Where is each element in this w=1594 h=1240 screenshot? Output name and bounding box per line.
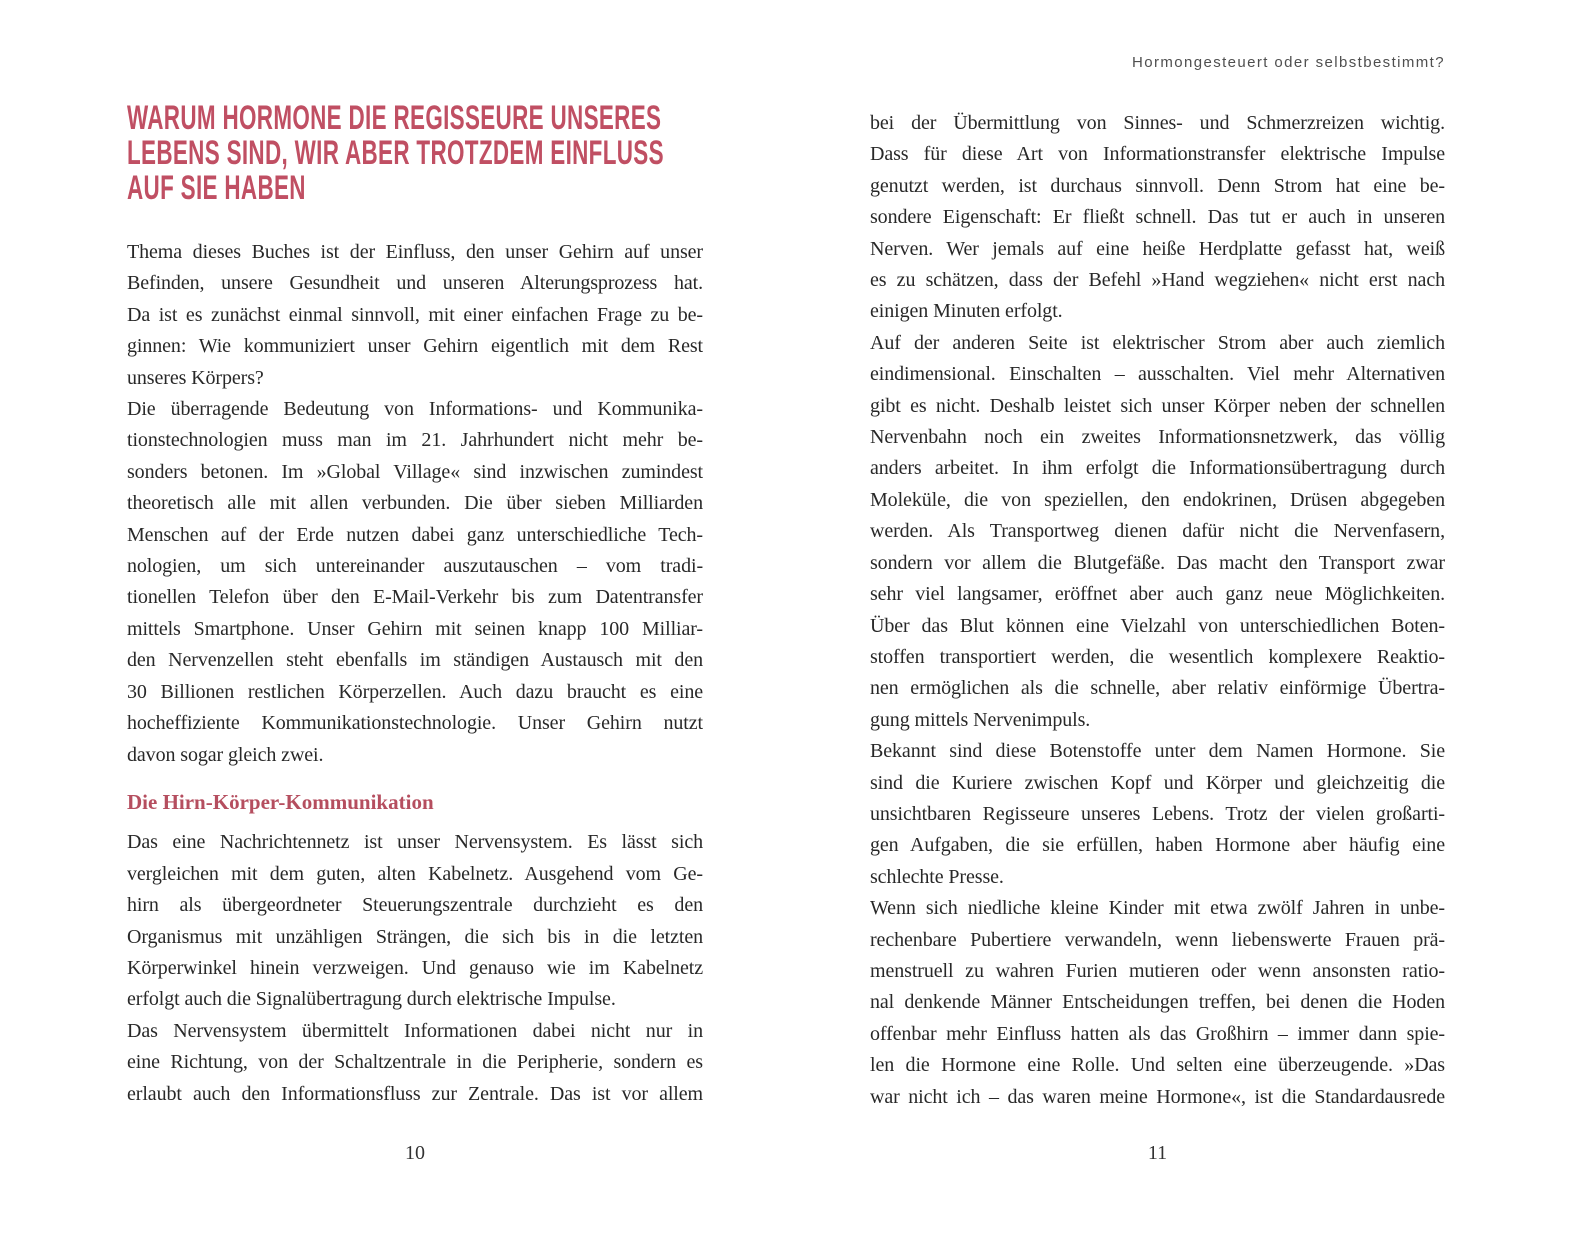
page-number-left: 10 <box>405 1142 425 1164</box>
text-line: gen Aufgaben, die sie erfüllen, haben Hormone aber häufig eine <box>870 834 1445 857</box>
text-line: Befinden, unsere Gesundheit und unseren Alterungsprozess hat. <box>127 272 703 295</box>
text-line: Nervenbahn noch ein zweites Informationsnetzwerk, das völlig <box>870 426 1445 449</box>
text-line: erlaubt auch den Informationsfluss zur Zentrale. Das ist vor allem <box>127 1082 703 1105</box>
text-line: tionellen Telefon über den E-Mail-Verkehr bis zum Datentransfer <box>127 586 703 609</box>
text-line: Organismus mit unzähligen Strängen, die sich bis in die letzten <box>127 925 703 948</box>
text-line: tionstechnologien muss man im 21. Jahrhundert nicht mehr be- <box>127 429 703 452</box>
text-line: theoretisch alle mit allen verbunden. Die über sieben Milliarden <box>127 492 703 515</box>
left-page-text-column <box>127 237 703 1110</box>
text-line: hirn als übergeordneter Steuerungszentrale durchzieht es den <box>127 894 703 917</box>
text-line: den Nervenzellen steht ebenfalls im ständigen Austausch mit den <box>127 649 703 672</box>
right-page-text-column <box>870 108 1445 1113</box>
text-line: nen ermöglichen als die schnelle, aber relativ einförmige Übertra- <box>870 677 1445 700</box>
text-line: anders arbeitet. In ihm erfolgt die Informationsübertragung durch <box>870 457 1445 480</box>
text-line: Bekannt sind diese Botenstoffe unter dem Namen Hormone. Sie <box>870 740 1445 763</box>
text-line: Wenn sich niedliche kleine Kinder mit etwa zwölf Jahren in unbe- <box>870 897 1445 920</box>
text-line: erfolgt auch die Signalübertragung durch elektrische Impulse. <box>127 988 616 1011</box>
text-line: menstruell zu wahren Furien mutieren oder wenn ansonsten ratio- <box>870 959 1445 982</box>
text-line: Das Nervensystem übermittelt Informationen dabei nicht nur in <box>127 1019 703 1042</box>
text-line: nal denkende Männer Entscheidungen treffen, bei denen die Hoden <box>870 991 1445 1014</box>
text-line: genutzt werden, ist durchaus sinnvoll. Denn Strom hat eine be- <box>870 174 1445 197</box>
text-line: 30 Billionen restlichen Körperzellen. Auch dazu braucht es eine <box>127 680 703 703</box>
text-line: hocheffiziente Kommunikationstechnologie. Unser Gehirn nutzt <box>127 712 703 735</box>
text-line: Dass für diese Art von Informationstransfer elektrische Impulse <box>870 143 1445 166</box>
text-line: Moleküle, die von speziellen, den endokrinen, Drüsen abgegeben <box>870 488 1445 511</box>
text-line: vergleichen mit dem guten, alten Kabelnetz. Ausgehend vom Ge- <box>127 862 703 885</box>
text-line: schlechte Presse. <box>870 865 1004 888</box>
running-header: Hormongesteuert oder selbstbestimmt? <box>1131 54 1445 71</box>
text-line: einigen Minuten erfolgt. <box>870 300 1063 323</box>
text-line: sondere Eigenschaft: Er fließt schnell. Das tut er auch in unseren <box>870 206 1445 229</box>
text-line: ginnen: Wie kommuniziert unser Gehirn eigentlich mit dem Rest <box>127 335 703 358</box>
text-line: eine Richtung, von der Schaltzentrale in die Peripherie, sondern es <box>127 1051 703 1074</box>
chapter-title-line: WARUM HORMONE DIE REGISSEURE UNSERES <box>127 99 662 137</box>
text-line: Körperwinkel hinein verzweigen. Und genauso wie im Kabelnetz <box>127 956 703 979</box>
text-line: Auf der anderen Seite ist elektrischer Strom aber auch ziemlich <box>870 331 1445 354</box>
text-line: bei der Übermittlung von Sinnes- und Schmerzreizen wichtig. <box>870 112 1445 134</box>
text-line: Das eine Nachrichtennetz ist unser Nervensystem. Es lässt sich <box>127 831 703 854</box>
page-number-right: 11 <box>1147 1142 1168 1164</box>
section-subheading: Die Hirn-Körper-Kommunikation <box>127 789 434 814</box>
text-line: Thema dieses Buches ist der Einfluss, den unser Gehirn auf unser <box>127 241 703 263</box>
text-line: Menschen auf der Erde nutzen dabei ganz unterschiedliche Tech- <box>127 523 703 546</box>
text-line: unsichtbaren Regisseure unseres Lebens. Trotz der vielen großarti- <box>870 802 1445 825</box>
text-line: len die Hormone eine Rolle. Und selten eine überzeugende. »Das <box>870 1054 1445 1077</box>
text-line: nologien, um sich untereinander auszutauschen – vom tradi- <box>127 555 703 578</box>
text-line: Die überragende Bedeutung von Informations- und Kommunika- <box>127 398 703 421</box>
text-line: rechenbare Pubertiere verwandeln, wenn liebenswerte Frauen prä- <box>870 928 1445 951</box>
text-line: werden. Als Transportweg dienen dafür nicht die Nervenfasern, <box>870 520 1445 543</box>
text-line: Da ist es zunächst einmal sinnvoll, mit einer einfachen Frage zu be- <box>127 303 703 326</box>
text-line: mittels Smartphone. Unser Gehirn mit seinen knapp 100 Milliar- <box>127 617 703 640</box>
text-line: sonders betonen. Im »Global Village« sind inzwischen zumindest <box>127 460 703 483</box>
text-line: unseres Körpers? <box>127 366 264 389</box>
text-line: eindimensional. Einschalten – ausschalten. Viel mehr Alternativen <box>870 363 1445 386</box>
text-line: war nicht ich – das waren meine Hormone«, ist die Standardausrede <box>870 1085 1445 1108</box>
text-line: sehr viel langsamer, eröffnet aber auch ganz neue Möglichkeiten. <box>870 583 1445 606</box>
text-line: es zu schätzen, dass der Befehl »Hand wegziehen« nicht erst nach <box>870 269 1445 292</box>
chapter-title-line: LEBENS SIND, WIR ABER TROTZDEM EINFLUSS <box>127 134 664 172</box>
text-line: stoffen transportiert werden, die wesentlich komplexere Reaktio- <box>870 645 1445 668</box>
text-line: sind die Kuriere zwischen Kopf und Körper und gleichzeitig die <box>870 771 1445 794</box>
text-line: davon sogar gleich zwei. <box>127 743 324 766</box>
text-line: Über das Blut können eine Vielzahl von unterschiedlichen Boten- <box>870 614 1445 637</box>
text-line: sondern vor allem die Blutgefäße. Das macht den Transport zwar <box>870 551 1445 574</box>
text-line: gung mittels Nervenimpuls. <box>870 708 1091 731</box>
text-line: gibt es nicht. Deshalb leistet sich unser Körper neben der schnellen <box>870 394 1445 417</box>
chapter-title <box>127 101 727 206</box>
text-line: Nerven. Wer jemals auf eine heiße Herdplatte gefasst hat, weiß <box>870 237 1445 260</box>
chapter-title-line: AUF SIE HABEN <box>127 169 306 207</box>
text-line: offenbar mehr Einfluss hatten als das Großhirn – immer dann spie- <box>870 1022 1445 1045</box>
